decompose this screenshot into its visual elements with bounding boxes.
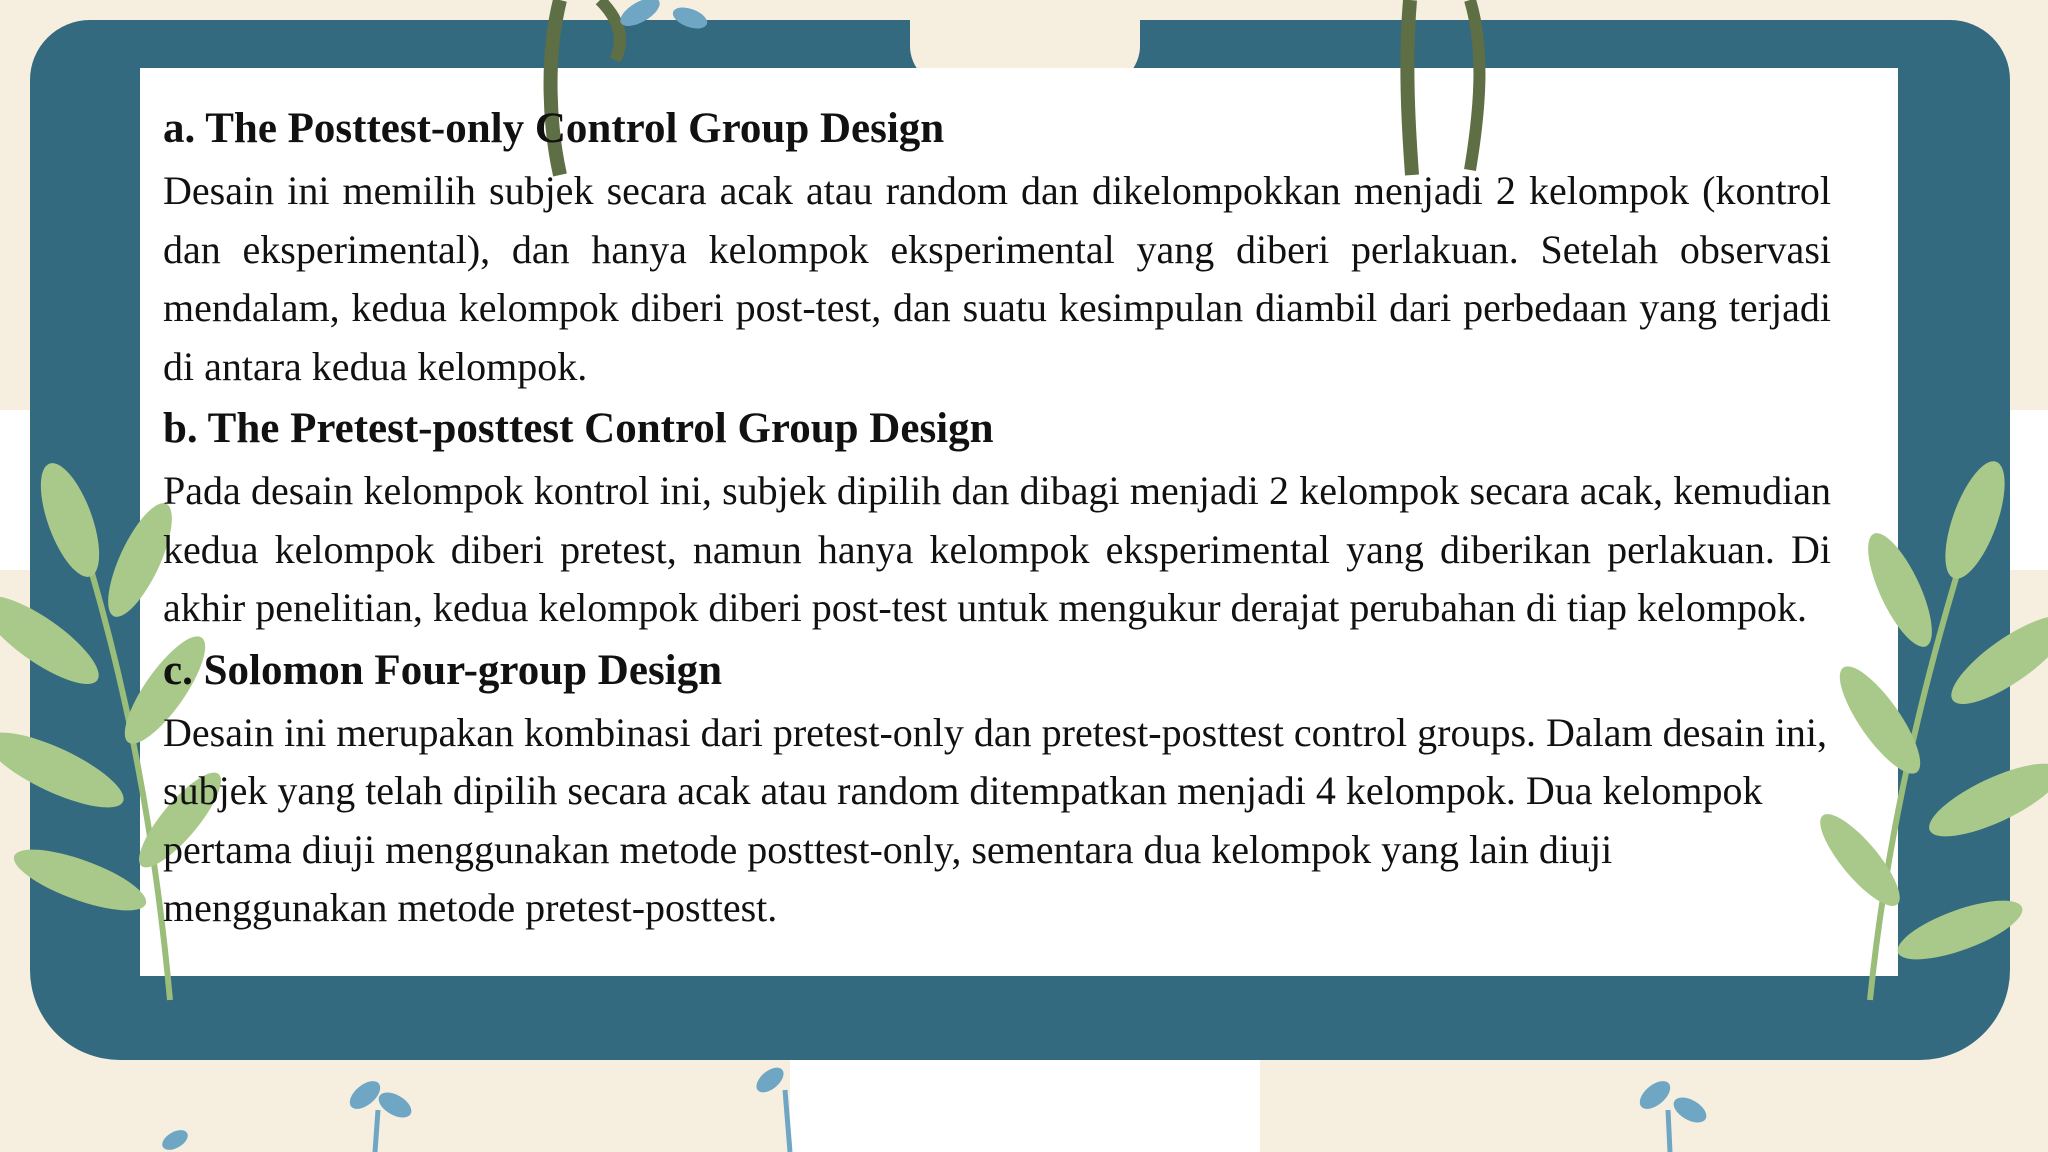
section-heading-posttest-only: a. The Posttest-only Control Group Design bbox=[163, 105, 945, 152]
sprout-icon bbox=[616, 0, 710, 33]
hanging-vine-icon bbox=[600, 0, 620, 60]
right-leaf-branch-icon bbox=[1809, 454, 2048, 1000]
slide-content bbox=[163, 100, 1831, 942]
section-body-posttest-only: Desain ini memilih subjek secara acak atau random dan dikelompokkan menjadi 2 kelompok (kontrol dan eksperimental), dan hanya kelompok eksperimental yang diberi perlakuan. Setelah observasi mendalam, kedua kelompok diberi post-test, dan suatu kesimpulan diambil dari perbedaan yang terjadi di antara kedua kelompok. bbox=[163, 168, 1831, 389]
section-body-pretest-posttest: Pada desain kelompok kontrol ini, subjek dipilih dan dibagi menjadi 2 kelompok secara acak, kemudian kedua kelompok diberi pretest, namun hanya kelompok eksperimental yang diberikan perlakuan. Di akhir penelitian, kedua kelompok diberi post-test untuk mengukur derajat perubahan di tiap kelompok. bbox=[163, 468, 1831, 630]
section-heading-solomon: c. Solomon Four-group Design bbox=[163, 646, 723, 694]
section-heading-pretest-posttest: b. The Pretest-posttest Control Group Design bbox=[163, 405, 994, 452]
sprout-icon bbox=[159, 1063, 1711, 1152]
section-body-solomon: Desain ini merupakan kombinasi dari pretest-only dan pretest-posttest control groups. Dalam desain ini, subjek yang telah dipilih secara acak atau random ditempatkan menjadi 4 kelompok. Dua kelompok pertama diuji menggunakan metode posttest-only, sementara dua kelompok yang lain diuji menggunakan metode pretest-posttest. bbox=[163, 709, 1828, 930]
